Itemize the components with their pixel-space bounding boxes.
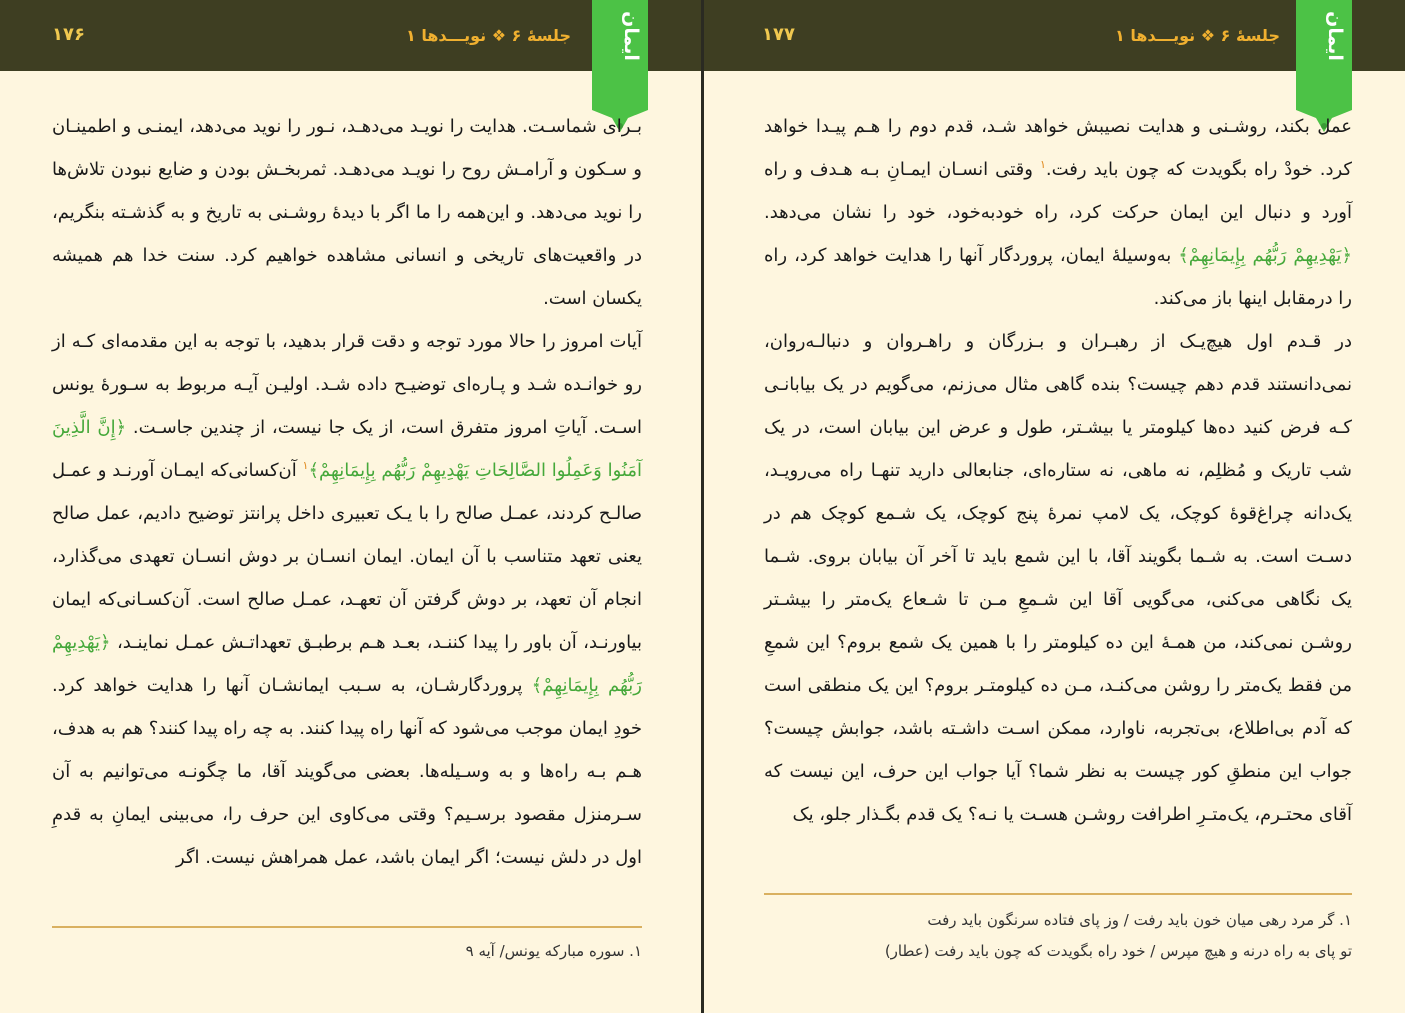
left-footnote-ref[interactable]: ۱ (302, 459, 309, 472)
right-running-head: جلسهٔ ۶ ❖ نویـــدها ۱ (1114, 26, 1280, 45)
left-body-text (52, 105, 642, 879)
left-verse-2: ﴿يَهْدِيهِمْ رَبُّهُم بِإِيمَانِهِمْ﴾ (52, 632, 642, 696)
right-paragraph-1-text-b: وقتی انسـان ایمـانِ بـه هـدف و راه آورد و دنبال این ایمان حرکت کرد، راه خودبه‌خود، خود را نشان می‌دهد. (764, 159, 1352, 223)
right-tab-label: ایمان (1324, 11, 1346, 61)
left-page-number: ۱۷۶ (52, 24, 85, 45)
left-paragraph-2 (52, 320, 642, 879)
right-paragraph-1 (764, 105, 1352, 320)
left-paragraph-1: بـرای شماسـت. هدایت را نویـد می‌دهـد، نـور را نوید می‌دهد، ایمنـی و اطمینـان و سـکون و آرامـش روح را نویـد می‌دهـد. ثمربخـش بودن و ضایع نبودن تلاش‌ها را نوید می‌دهد. و این‌همه را ما اگر با دیدهٔ روشـنی به تاریخ و به گذشـته بنگریم، در واقعیت‌های تاریخی و انسانی مشاهده خواهیم کرد. سنت خدا هم همیشه یکسان است. (52, 116, 642, 309)
right-footnote-ref[interactable]: ۱ (1039, 158, 1046, 171)
right-page (704, 0, 1405, 1013)
left-tab-label: ایمان (620, 11, 642, 61)
left-paragraph-2-text-a: آیات امروز را حالا مورد توجه و دقت قرار بدهید، با توجه به این مقدمه‌ای کـه از رو خوانـده شـد و پـاره‌ای توضیـح داده شـد. اولیـن آیـه مربوط به سـورهٔ یونس اسـت. آیاتِ امروز متفرق است، از یک جا نیست، از چندین جاسـت. (52, 331, 642, 438)
left-footnotes (52, 936, 642, 967)
right-footnote-1-line-2: تو پای به راه درنه و هیچ مپرس / خود راه بگویدت که چون باید رفت (عطار) (884, 942, 1352, 960)
left-footnote-rule (52, 926, 642, 928)
right-footnote-1-line-1: ۱. گر مرد رهی میان خون باید رفت / وز پای فتاده سرنگون باید رفت (927, 911, 1352, 929)
right-paragraph-1-text-c: به‌وسیلهٔ ایمان، پروردگار آنها را هدایت خواهد کرد، راه را درمقابل اینها باز می‌کند. (764, 245, 1352, 309)
left-paragraph-2-text-b: آن‌کسانی‌که ایمـان آورنـد و عمـل صالـح کردند، عمـل صالح را با یـک تعبیری داخل پرانتز توضیح دادیم، عمل صالح یعنی تعهد متناسب با آن ایمان. ایمان انسـان بر دوش انسـان تعهدی می‌گذارد، انجام آن تعهد، بر دوش گرفتن آن تعهـد، عمـل صالح است. آن‌کسـانی‌که ایمان بیاورنـد، آن باور را پیدا کننـد، بعـد هـم برطبـق تعهداتـش عمـل نماینـد، (52, 460, 642, 653)
right-verse-1: ﴿يَهْدِيهِمْ رَبُّهُم بِإِيمَانِهِمْ﴾ (1178, 245, 1352, 266)
right-footnote-rule (764, 893, 1352, 895)
right-footnotes (764, 905, 1352, 967)
right-chapter-tab (1296, 0, 1352, 120)
left-running-head: جلسهٔ ۶ ❖ نویـــدها ۱ (405, 26, 571, 45)
right-paragraph-2: در قـدم اول هیچ‌یـک از رهبـران و بـزرگان و راهـروان و دنبالـه‌روان، نمی‌دانستند قدم دهم چیست؟ بنده گاهی مثال می‌زنم، می‌گویم در یک بیابانـی کـه فرض کنید ده‌ها کیلومتر یا بیشـتر، طول و عرض این بیابان است، در یک شب تاریک و مُظلِم، نه ماهی، نه ستاره‌ای، جنابعالی دارید تنهـا راه می‌رویـد، یک‌دانه چراغ‌قوهٔ کوچک، یک لامپ نمرهٔ پنج کوچک، یک شـمع کوچک هم در دسـت است. به شـما بگویند آقا، با این شمع باید تا آخر آن بیابان بروی. شـما یک نگاهی می‌کنی، می‌گویی آقا این شـمعِ مـن تا شـعاع یک‌متر را بیشـتر روشـن نمی‌کند، من همـهٔ این ده کیلومتر را با همین یک شمع بروم؟ این شمعِ من فقط یک‌متر را روشن می‌کنـد، مـن ده کیلومتـر بروم؟ این یک منطقی است که آدم بی‌اطلاع، بی‌تجربه، ناوارد، ممکن اسـت داشـته باشد، جوابش چیست؟ جواب این منطقِ کور چیست به نظر شما؟ آیا جواب این حرف، این نیست که آقای محتـرم، یک‌متـرِ اطرافت روشـن هسـت یا نـه؟ یک قدم بگـذار جلو، یک (764, 331, 1352, 825)
left-paragraph-2-text-c: پروردگارشـان، به سـبب ایمانشـان آنها را هدایت خواهد کرد. خودِ ایمان موجب می‌شود که آنها راه پیدا کنند. به چه راه پیدا کنند؟ هم به هدف، هـم بـه راه‌ها و به وسـیله‌ها. بعضی می‌گویند آقا، ما چگونـه می‌توانیم به آن سـرمنزل مقصود برسـیم؟ وقتی می‌کاوی این حرف را، می‌بینی ایمانِ به قدمِ اول در دلش نیست؛ اگر ایمان باشد، عمل همراهش نیست. اگر (52, 675, 642, 868)
left-footnote-1: ۱. سوره مبارکه یونس/ آیه ۹ (465, 942, 642, 960)
right-body-text (764, 105, 1352, 836)
right-page-number: ۱۷۷ (762, 24, 795, 45)
left-page (0, 0, 701, 1013)
left-verse-1: ﴿إِنَّ الَّذِينَ آمَنُوا وَعَمِلُوا الصَّالِحَاتِ يَهْدِيهِمْ رَبُّهُم بِإِيمَانِهِمْ﴾ (52, 417, 642, 481)
right-paragraph-1-text-a: عمل بکند، روشـنی و هدایت نصیبش خواهد شـد، قدم دوم را هـم پیـدا خواهد کرد. خودْ راه بگویدت که چون باید رفت. (764, 116, 1352, 180)
left-chapter-tab (592, 0, 648, 120)
